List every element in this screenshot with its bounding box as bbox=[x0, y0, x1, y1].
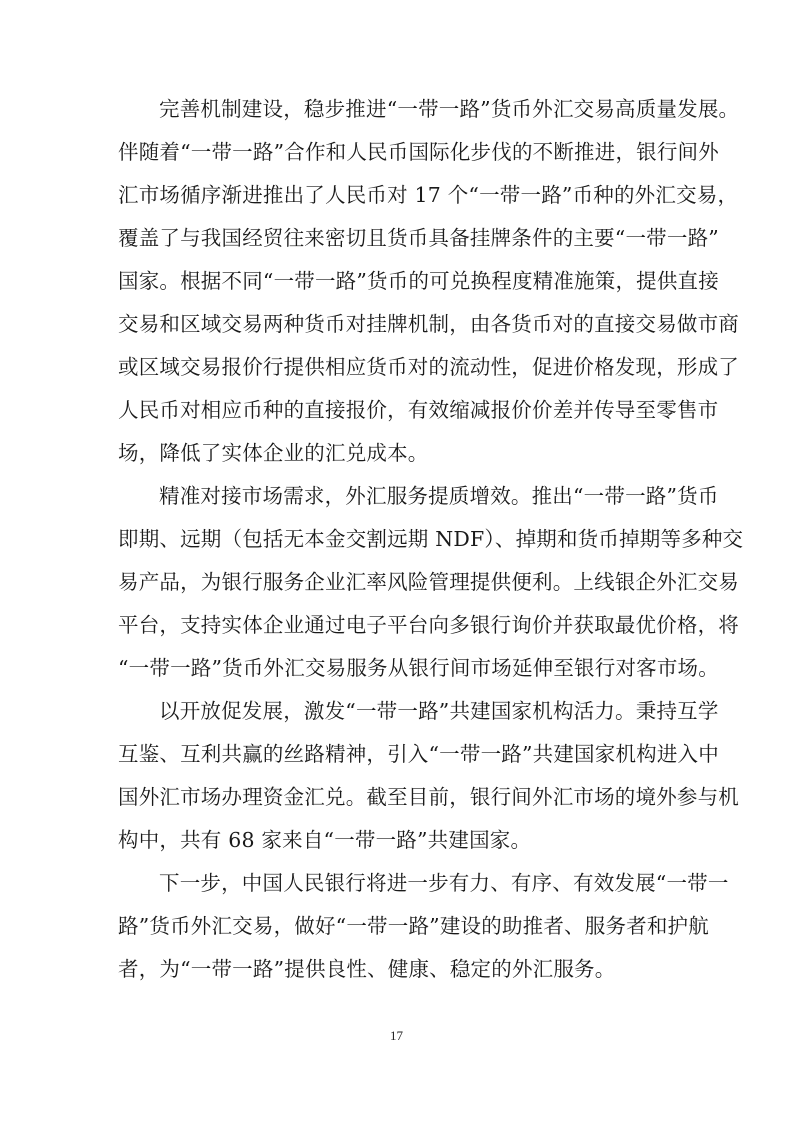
paragraph-1-line-9: 场，降低了实体企业的汇兑成本。 bbox=[118, 441, 429, 465]
paragraph-1-line-5: 国家。根据不同“一带一路”货币的可兑换程度精准施策，提供直接 bbox=[118, 269, 719, 293]
paragraph-1-line-4: 覆盖了与我国经贸往来密切且货币具备挂牌条件的主要“一带一路” bbox=[118, 226, 719, 250]
paragraph-1-line-3: 汇市场循序渐进推出了人民币对 17 个“一带一路”币种的外汇交易， bbox=[118, 183, 739, 207]
paragraph-4-line-2: 路”货币外汇交易，做好“一带一路”建设的助推者、服务者和护航 bbox=[118, 914, 709, 938]
paragraph-1-line-7: 或区域交易报价行提供相应货币对的流动性，促进价格发现，形成了 bbox=[118, 355, 739, 379]
paragraph-1-line-6: 交易和区域交易两种货币对挂牌机制，由各货币对的直接交易做市商 bbox=[118, 312, 739, 336]
paragraph-2-line-4: 平台，支持实体企业通过电子平台向多银行询价并获取最优价格，将 bbox=[118, 613, 739, 637]
page-number: 17 bbox=[390, 1028, 403, 1043]
paragraph-2-line-3: 易产品，为银行服务企业汇率风险管理提供便利。上线银企外汇交易 bbox=[118, 570, 739, 594]
paragraph-2-line-5: “一带一路”货币外汇交易服务从银行间市场延伸至银行对客市场。 bbox=[118, 656, 719, 680]
paragraph-4-line-1: 下一步，中国人民银行将进一步有力、有序、有效发展“一带一 bbox=[159, 871, 729, 895]
paragraph-4-line-3: 者，为“一带一路”提供良性、健康、稳定的外汇服务。 bbox=[118, 957, 616, 981]
paragraph-1-line-2: 伴随着“一带一路”合作和人民币国际化步伐的不断推进，银行间外 bbox=[118, 140, 719, 164]
paragraph-3-line-4: 构中，共有 68 家来自“一带一路”共建国家。 bbox=[118, 828, 532, 852]
paragraph-1-line-8: 人民币对相应币种的直接报价，有效缩减报价价差并传导至零售市 bbox=[118, 398, 719, 422]
paragraph-3-line-3: 国外汇市场办理资金汇兑。截至目前，银行间外汇市场的境外参与机 bbox=[118, 785, 739, 809]
paragraph-2-line-2: 即期、远期（包括无本金交割远期 NDF）、掉期和货币掉期等多种交 bbox=[118, 527, 744, 551]
paragraph-2-line-1: 精准对接市场需求，外汇服务提质增效。推出“一带一路”货币 bbox=[159, 484, 719, 508]
paragraph-3-line-1: 以开放促发展，激发“一带一路”共建国家机构活力。秉持互学 bbox=[159, 699, 719, 723]
paragraph-1-line-1: 完善机制建设，稳步推进“一带一路”货币外汇交易高质量发展。 bbox=[159, 97, 740, 121]
paragraph-3-line-2: 互鉴、互利共赢的丝路精神，引入“一带一路”共建国家机构进入中 bbox=[118, 742, 719, 766]
